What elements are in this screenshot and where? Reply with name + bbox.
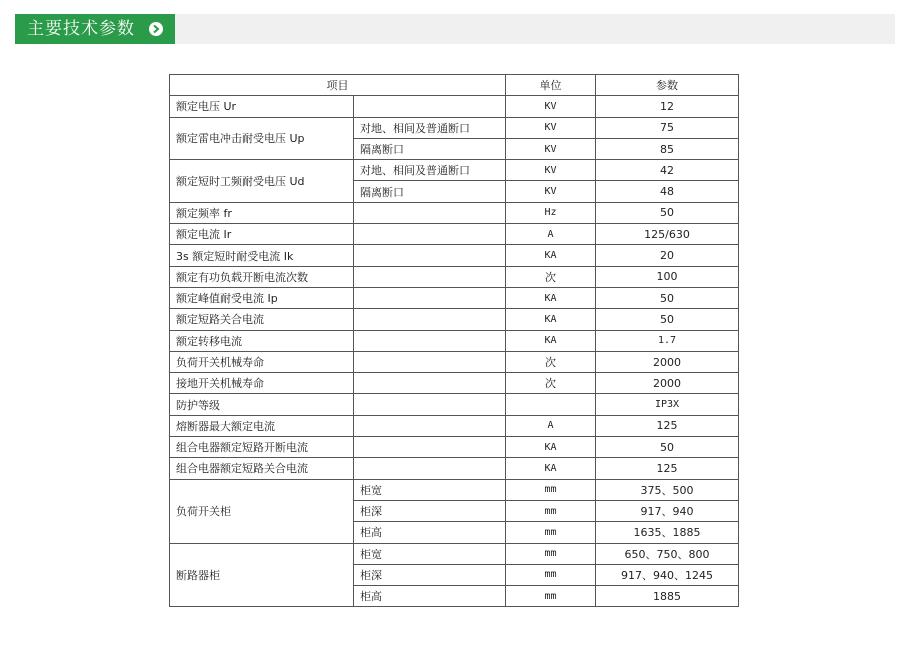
param-unit: 次 — [506, 266, 596, 287]
param-name: 负荷开关机械寿命 — [170, 351, 354, 372]
param-sub: 对地、相间及普通断口 — [354, 160, 506, 181]
param-sub: 柜高 — [354, 522, 506, 543]
param-sub — [354, 458, 506, 479]
table-row — [170, 351, 739, 372]
param-value: 50 — [596, 202, 739, 223]
param-sub — [354, 373, 506, 394]
param-value: 2000 — [596, 373, 739, 394]
param-value: 917、940 — [596, 500, 739, 521]
param-name: 额定频率 fr — [170, 202, 354, 223]
table-row — [170, 543, 739, 564]
param-name: 额定峰值耐受电流 Ip — [170, 287, 354, 308]
param-unit: KV — [506, 160, 596, 181]
param-unit: Hz — [506, 202, 596, 223]
param-value: 1635、1885 — [596, 522, 739, 543]
table-row — [170, 309, 739, 330]
param-sub: 柜高 — [354, 586, 506, 607]
param-value: 48 — [596, 181, 739, 202]
param-unit: mm — [506, 522, 596, 543]
param-unit: KA — [506, 330, 596, 351]
table-row — [170, 160, 739, 181]
param-unit: KV — [506, 138, 596, 159]
param-sub — [354, 266, 506, 287]
param-sub — [354, 415, 506, 436]
param-name: 防护等级 — [170, 394, 354, 415]
param-unit: KA — [506, 309, 596, 330]
param-unit — [506, 394, 596, 415]
param-name: 负荷开关柜 — [170, 479, 354, 543]
param-value: 917、940、1245 — [596, 564, 739, 585]
param-value: 50 — [596, 437, 739, 458]
table-row — [170, 330, 739, 351]
param-sub: 隔离断口 — [354, 138, 506, 159]
header-unit: 单位 — [506, 75, 596, 96]
param-name: 额定短路关合电流 — [170, 309, 354, 330]
param-unit: KA — [506, 458, 596, 479]
param-unit: mm — [506, 564, 596, 585]
param-name: 额定转移电流 — [170, 330, 354, 351]
spec-table — [169, 74, 739, 607]
param-name: 3s 额定短时耐受电流 Ik — [170, 245, 354, 266]
param-sub: 对地、相间及普通断口 — [354, 117, 506, 138]
param-name: 额定电流 Ir — [170, 224, 354, 245]
param-name: 熔断器最大额定电流 — [170, 415, 354, 436]
param-unit: mm — [506, 543, 596, 564]
table-row — [170, 202, 739, 223]
param-sub: 柜深 — [354, 564, 506, 585]
header-item: 项目 — [170, 75, 506, 96]
param-name: 额定电压 Ur — [170, 96, 354, 117]
param-value: IP3X — [596, 394, 739, 415]
param-name: 组合电器额定短路开断电流 — [170, 437, 354, 458]
param-value: 12 — [596, 96, 739, 117]
table-row — [170, 458, 739, 479]
table-row — [170, 415, 739, 436]
param-value: 125 — [596, 415, 739, 436]
param-sub — [354, 351, 506, 372]
param-name: 断路器柜 — [170, 543, 354, 607]
param-sub — [354, 437, 506, 458]
table-header-row — [170, 75, 739, 96]
param-unit: KA — [506, 437, 596, 458]
param-value: 50 — [596, 287, 739, 308]
param-sub — [354, 245, 506, 266]
param-unit: mm — [506, 500, 596, 521]
param-value: 125/630 — [596, 224, 739, 245]
table-row — [170, 266, 739, 287]
param-unit: 次 — [506, 351, 596, 372]
param-value: 375、500 — [596, 479, 739, 500]
param-value: 650、750、800 — [596, 543, 739, 564]
table-row — [170, 224, 739, 245]
param-sub: 隔离断口 — [354, 181, 506, 202]
param-sub — [354, 202, 506, 223]
param-value: 75 — [596, 117, 739, 138]
param-value: 42 — [596, 160, 739, 181]
table-row — [170, 373, 739, 394]
param-unit: KV — [506, 117, 596, 138]
param-value: 85 — [596, 138, 739, 159]
param-value: 125 — [596, 458, 739, 479]
param-unit: KV — [506, 96, 596, 117]
table-row — [170, 437, 739, 458]
param-sub — [354, 287, 506, 308]
param-value: 20 — [596, 245, 739, 266]
param-sub: 柜宽 — [354, 479, 506, 500]
header-value: 参数 — [596, 75, 739, 96]
param-unit: mm — [506, 586, 596, 607]
param-sub — [354, 309, 506, 330]
arrow-right-circle-icon — [149, 22, 163, 36]
table-row — [170, 394, 739, 415]
param-value: 2000 — [596, 351, 739, 372]
param-unit: KA — [506, 287, 596, 308]
param-name: 额定有功负载开断电流次数 — [170, 266, 354, 287]
param-sub: 柜宽 — [354, 543, 506, 564]
param-value: 50 — [596, 309, 739, 330]
param-sub — [354, 394, 506, 415]
param-unit: mm — [506, 479, 596, 500]
param-unit: KA — [506, 245, 596, 266]
param-name: 接地开关机械寿命 — [170, 373, 354, 394]
section-title: 主要技术参数 — [27, 19, 135, 39]
param-unit: KV — [506, 181, 596, 202]
param-sub — [354, 224, 506, 245]
table-row — [170, 287, 739, 308]
param-value: 100 — [596, 266, 739, 287]
section-title-tab[interactable] — [15, 14, 175, 44]
table-row — [170, 245, 739, 266]
param-value: 1.7 — [596, 330, 739, 351]
param-sub — [354, 96, 506, 117]
table-row — [170, 96, 739, 117]
param-value: 1885 — [596, 586, 739, 607]
param-name: 额定雷电冲击耐受电压 Up — [170, 117, 354, 160]
param-sub: 柜深 — [354, 500, 506, 521]
param-unit: A — [506, 224, 596, 245]
param-name: 组合电器额定短路关合电流 — [170, 458, 354, 479]
param-unit: A — [506, 415, 596, 436]
table-row — [170, 117, 739, 138]
table-row — [170, 479, 739, 500]
param-name: 额定短时工频耐受电压 Ud — [170, 160, 354, 203]
param-unit: 次 — [506, 373, 596, 394]
param-sub — [354, 330, 506, 351]
